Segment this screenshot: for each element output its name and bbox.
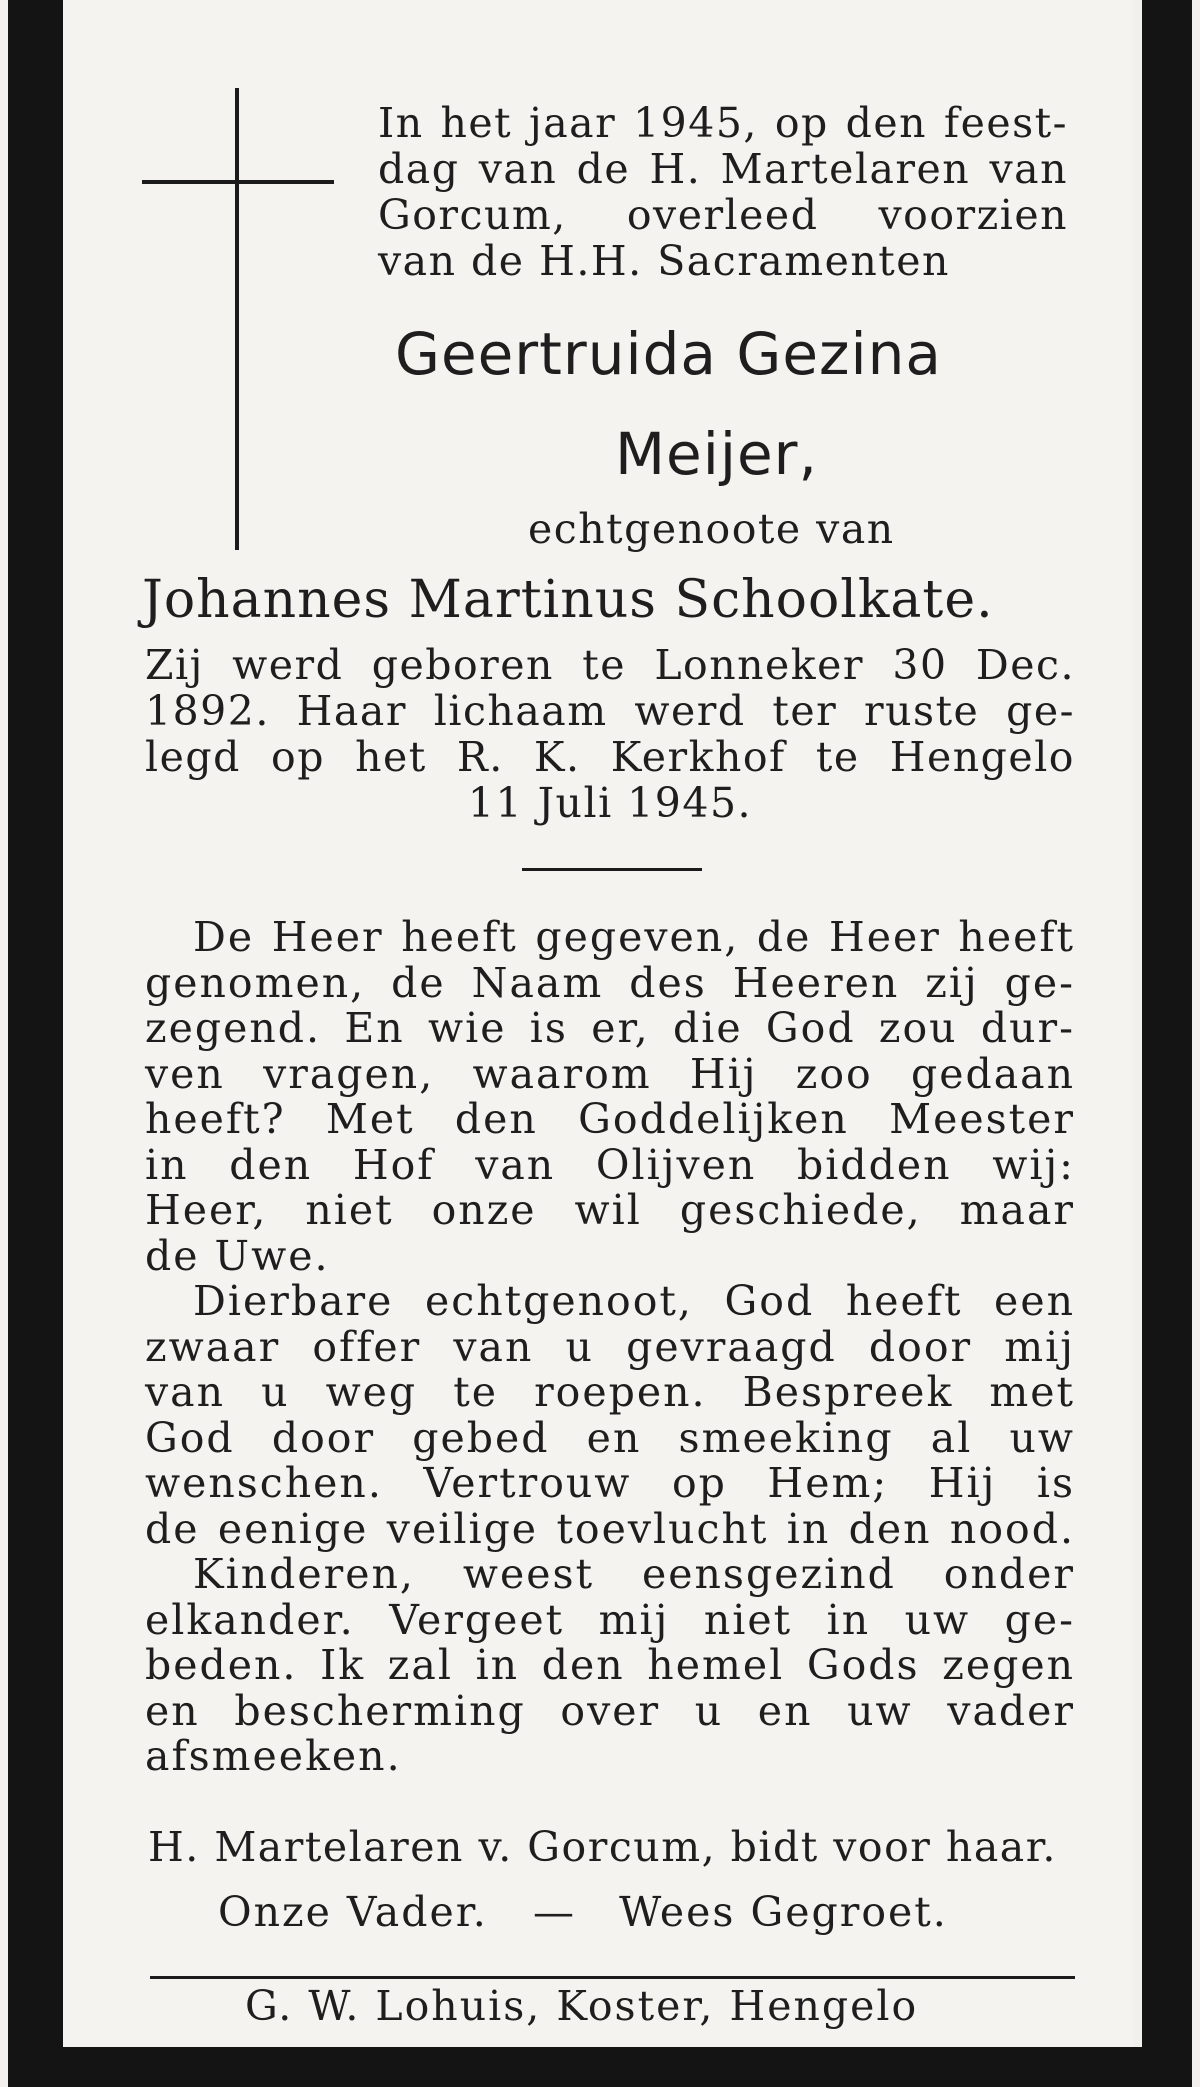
cross-icon-bar <box>142 180 334 184</box>
body-line: en bescherming over u en uw vader <box>145 1686 1075 1735</box>
body-line: zwaar offer van u gevraagd door mij <box>145 1322 1075 1371</box>
mourning-border-right <box>1142 0 1192 2087</box>
body-line: afsmeeken. <box>145 1732 402 1780</box>
intro-line: van de H.H. Sacramenten <box>378 237 950 285</box>
body-line: in den Hof van Olijven bidden wij: <box>145 1140 1075 1189</box>
body-line: De Heer heeft gegeven, de Heer heeft <box>193 913 1075 961</box>
body-line: de Uwe. <box>145 1231 330 1280</box>
body-line: elkander. Vergeet mij niet in uw ge- <box>145 1595 1075 1644</box>
body-line: Kinderen, weest eensgezind onder <box>193 1550 1075 1598</box>
body-line: beden. Ik zal in den hemel Gods zegen <box>145 1641 1075 1689</box>
body-line: zegend. En wie is er, die God zou dur- <box>145 1004 1075 1052</box>
section-divider <box>522 868 702 871</box>
birth-line: 11 Juli 1945. <box>467 779 753 827</box>
birth-burial-paragraph <box>145 642 1075 826</box>
intro-line: Gorcum, overleed voorzien <box>378 191 1068 239</box>
body-line: God door gebed en smeeking al uw <box>145 1413 1075 1462</box>
intercession-line: H. Martelaren v. Gorcum, bidt voor haar. <box>148 1823 1057 1871</box>
body-line: wenschen. Vertrouw op Hem; Hij is <box>145 1459 1075 1507</box>
deceased-surname: Meijer, <box>615 420 818 488</box>
body-line: Heer, niet onze wil geschiede, maar <box>145 1186 1075 1234</box>
footer-divider <box>150 1976 1075 1979</box>
closing-prayers <box>218 1888 948 1936</box>
prayer-our-father: Onze Vader. <box>218 1888 488 1936</box>
prayer-separator: — <box>532 1888 574 1936</box>
body-line: Dierbare echtgenoot, God heeft een <box>193 1277 1075 1325</box>
printer-credit: G. W. Lohuis, Koster, Hengelo <box>245 1982 919 2030</box>
body-line: van u weg te roepen. Bespreek met <box>145 1368 1075 1416</box>
birth-line: Zij werd geboren te Lonneker 30 Dec. <box>145 641 1075 689</box>
farewell-text <box>145 915 1075 1780</box>
body-line: genomen, de Naam des Heeren zij ge- <box>145 958 1075 1007</box>
body-line: de eenige veilige toevlucht in den nood. <box>145 1504 1075 1553</box>
intro-line: In het jaar 1945, op den feest- <box>378 99 1068 147</box>
mourning-border-bottom <box>8 2047 1192 2087</box>
spouse-intro: echtgenoote van <box>528 505 895 553</box>
cross-icon <box>235 88 239 550</box>
intro-line: dag van de H. Martelaren van <box>378 145 1068 193</box>
deceased-first-names: Geertruida Gezina <box>395 320 942 388</box>
birth-line: legd op het R. K. Kerkhof te Hengelo <box>145 733 1075 781</box>
body-line: ven vragen, waarom Hij zoo gedaan <box>145 1049 1075 1098</box>
intro-paragraph <box>378 100 1068 284</box>
mourning-border-left <box>8 0 63 2087</box>
birth-line: 1892. Haar lichaam werd ter ruste ge- <box>145 687 1075 735</box>
prayer-hail-mary: Wees Gegroet. <box>619 1888 948 1936</box>
body-line: heeft? Met den Goddelijken Meester <box>145 1095 1075 1143</box>
spouse-name: Johannes Martinus Schoolkate. <box>142 570 994 630</box>
